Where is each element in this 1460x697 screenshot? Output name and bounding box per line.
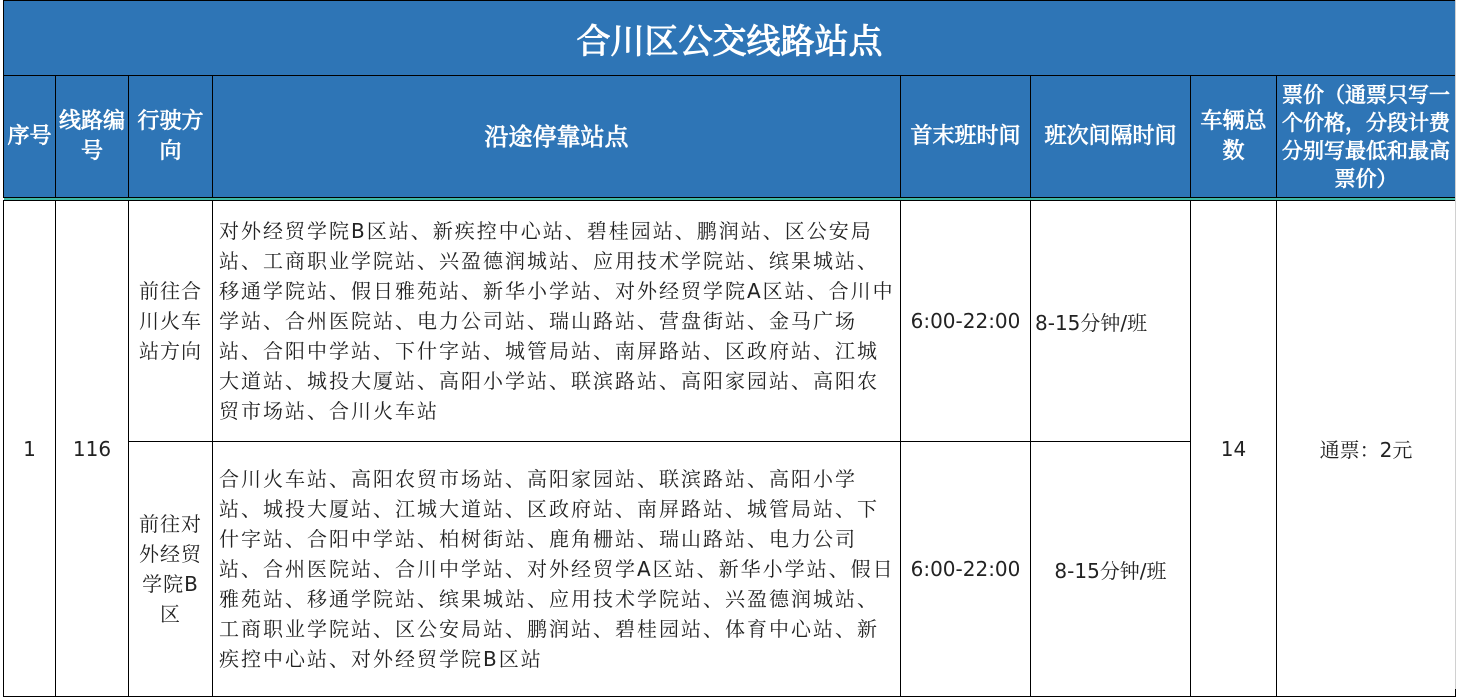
sheet-grid-edge xyxy=(1455,0,1460,689)
cell-stops[interactable]: 对外经贸学院B区站、新疾控中心站、碧桂园站、鹏润站、区公安局站、工商职业学院站、兴盈德润城站、应用技术学院站、缤果城站、移通学院站、假日雅苑站、新华小学站、对外经贸学院A区站、合川中学站、合州医院站、电力公司站、瑞山路站、营盘街站、金马广场站、合阳中学站、下什字站、城管局站、南屏路站、区政府站、江城大道站、城投大厦站、高阳小学站、联滨路站、高阳家园站、高阳农贸市场站、合川火车站 xyxy=(213,201,901,442)
table-row xyxy=(4,201,1456,442)
bus-route-table xyxy=(3,0,1456,697)
cell-interval[interactable]: 8-15分钟/班 xyxy=(1031,442,1191,697)
cell-seq[interactable]: 1 xyxy=(4,201,56,697)
header-line-no[interactable]: 线路编号 xyxy=(56,76,129,198)
cell-time[interactable]: 6:00-22:00 xyxy=(901,442,1031,697)
table-title[interactable]: 合川区公交线路站点 xyxy=(4,1,1456,76)
header-time[interactable]: 首末班时间 xyxy=(901,76,1031,198)
cell-interval[interactable]: 8-15分钟/班 xyxy=(1031,201,1191,442)
header-price[interactable]: 票价（通票只写一个价格，分段计费分别写最低和最高票价） xyxy=(1277,76,1456,198)
spreadsheet xyxy=(3,0,1455,689)
cell-direction[interactable]: 前往对外经贸学院B区 xyxy=(129,442,213,697)
cell-price[interactable]: 通票：2元 xyxy=(1277,201,1456,697)
header-vehicles[interactable]: 车辆总数 xyxy=(1191,76,1277,198)
cell-vehicles[interactable]: 14 xyxy=(1191,201,1277,697)
cell-stops[interactable]: 合川火车站、高阳农贸市场站、高阳家园站、联滨路站、高阳小学站、城投大厦站、江城大道站、区政府站、南屏路站、城管局站、下什字站、合阳中学站、柏树街站、鹿角栅站、瑞山路站、电力公司站、合州医院站、合川中学站、对外经贸学A区站、新华小学站、假日雅苑站、移通学院站、缤果城站、应用技术学院站、兴盈德润城站、工商职业学院站、区公安局站、鹏润站、碧桂园站、体育中心站、新疾控中心站、对外经贸学院B区站 xyxy=(213,442,901,697)
cell-direction[interactable]: 前往合川火车站方向 xyxy=(129,201,213,442)
header-seq[interactable]: 序号 xyxy=(4,76,56,198)
cell-line-no[interactable]: 116 xyxy=(56,201,129,697)
header-interval[interactable]: 班次间隔时间 xyxy=(1031,76,1191,198)
header-stops[interactable]: 沿途停靠站点 xyxy=(213,76,901,198)
header-direction[interactable]: 行驶方向 xyxy=(129,76,213,198)
cell-time[interactable]: 6:00-22:00 xyxy=(901,201,1031,442)
